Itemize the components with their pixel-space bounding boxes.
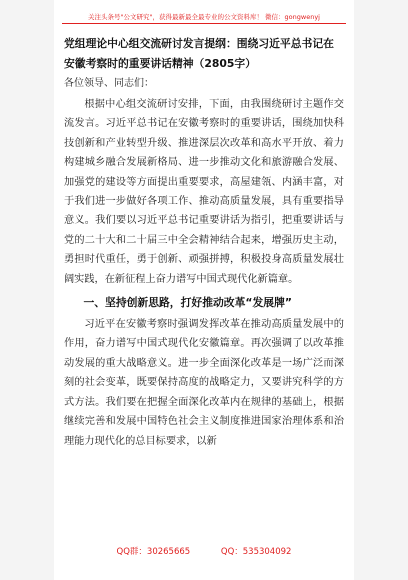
greeting: 各位领导、同志们： bbox=[64, 78, 154, 89]
section-heading-1: 一、坚持创新思路，打好推动改革“发展牌” bbox=[83, 296, 292, 310]
footer-contact bbox=[54, 545, 354, 557]
footer-qq: QQ：535304092 bbox=[220, 547, 292, 557]
paragraph-section-1: 习近平在安徽考察时强调发挥改革在推动高质量发展中的作用，奋力谱写中国式现代化安徽篇章。再次强调了以改革推动发展的重大战略意义。进一步全面深化改革是一场广泛而深刻的社会变革，既要保持高度的战略定力，又要讲究科学的方式方法。我们要在把握全面深化改革内在规律的基础上，根据继续完善和发展中国特色社会主义制度推进国家治理体系和治理能力现代化的总目标要求，以新 bbox=[64, 319, 344, 447]
paragraph-intro: 根据中心组交流研讨安排，下面，由我围绕研讨主题作交流发言。习近平总书记在安徽考察时的重要讲话，围绕加快科技创新和产业转型升级、推进深层次改革和高水平开放、着力构建城乡融合发展新格局、进一步推动文化和旅游融合发展、加强党的建设等方面提出重要要求，高屋建瓴、内涵丰富，对于我们进一步做好各项工作、推动高质量发展，具有重要指导意义。我们要以习近平总书记重要讲话为指引，把重要讲话与党的二十大和二十届三中全会精神结合起来，增强历史主动，勇担时代重任，勇于创新、顽强拼搏，积极投身高质量发展壮阔实践，在新征程上奋力谱写中国式现代化新篇章。 bbox=[64, 99, 344, 285]
document-body bbox=[64, 30, 344, 451]
header-banner: 关注头条号"公文研究"，获得最新最全最专业的公文资料库！ 微信：gongwenyj bbox=[88, 13, 320, 21]
document-title: 党组理论中心组交流研讨发言提纲：围绕习近平总书记在安徽考察时的重要讲话精神（2805字） bbox=[64, 37, 334, 70]
footer-qq-group: QQ群：30265665 bbox=[116, 547, 191, 557]
header-divider bbox=[62, 23, 346, 24]
document-page bbox=[54, 0, 354, 580]
